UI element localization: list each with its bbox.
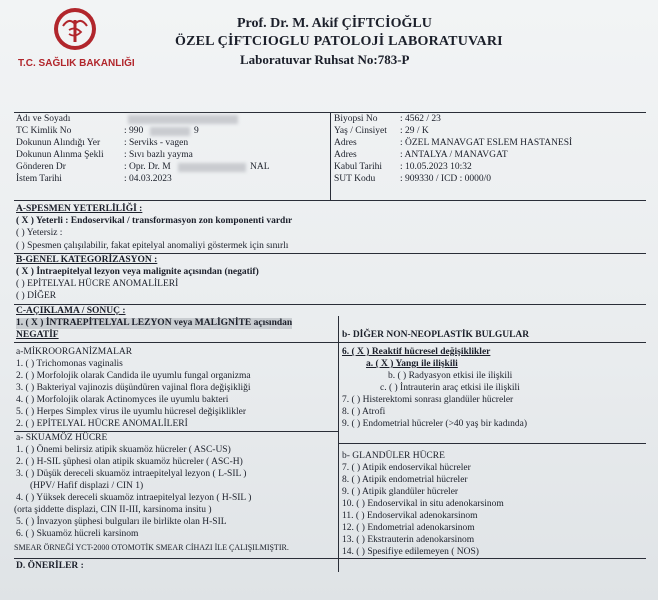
glandular-item: 7. ( ) Atipik endoservikal hücreler <box>342 463 471 473</box>
age-value: : 29 / K <box>400 126 429 136</box>
processed-option: ( ) Spesmen çalışılabilir, fakat epitelyal anomaliyi göstermek için sınırlı <box>16 241 289 251</box>
squamous-item: (orta şiddette displazi, CIN II-III, karsinoma insitu ) <box>14 505 212 515</box>
redacted-tc <box>150 127 190 136</box>
biopsy-value: : 4562 / 23 <box>400 114 441 124</box>
tc-value: : 990 <box>124 126 144 136</box>
squamous-item: 6. ( ) Skuamöz hücreli karsinom <box>16 529 139 539</box>
squamous-item: 2. ( ) H-SIL şüphesi olan atipik skuamöz hücreler ( ASC-H) <box>16 457 243 467</box>
glandular-item: 14. ( ) Spesifiye edilemeyen ( NOS) <box>342 547 479 557</box>
radiation-option: b. ( ) Radyasyon etkisi ile ilişkili <box>388 371 513 381</box>
address-label: Adres <box>334 138 357 148</box>
squamous-item: 1. ( ) Önemi belirsiz atipik skuamöz hücreler ( ASC-US) <box>16 445 231 455</box>
squamous-item: (HPV/ Hafif displazi / CIN 1) <box>30 481 144 491</box>
section-b-title: B-GENEL KATEGORİZASYON : <box>16 255 158 265</box>
sut-label: SUT Kodu <box>334 174 376 184</box>
sample-method-label: Dokunun Alınma Şekli <box>16 150 104 160</box>
glandular-item: 11. ( ) Endoservikal adenokarsinom <box>342 511 478 521</box>
rule <box>14 558 646 559</box>
address-value: : ÖZEL MANAVGAT ESLEM HASTANESİ <box>400 138 573 148</box>
column-divider <box>338 316 339 572</box>
micro-title: a-MİKROORGANİZMALAR <box>16 347 133 357</box>
sample-place-value: : Serviks - vagen <box>124 138 189 148</box>
glandular-item: 10. ( ) Endoservikal in situ adenokarsinom <box>342 499 504 509</box>
section-a-title: A-SPESMEN YETERLİLİĞİ : <box>16 204 143 214</box>
micro-item: 4. ( ) Morfolojik olarak Actinomyces ile uyumlu bakteri <box>16 395 229 405</box>
atrophy-option: 8. ( ) Atrofi <box>342 407 386 417</box>
sender-label: Gönderen Dr <box>16 162 66 172</box>
lab-license: Laboratuvar Ruhsat No:783-P <box>240 52 410 67</box>
glandular-title: b- GLANDÜLER HÜCRE <box>342 451 445 461</box>
address-value: : ANTALYA / MANAVGAT <box>400 150 508 160</box>
squamous-title: a- SKUAMÖZ HÜCRE <box>16 433 108 443</box>
accept-date-label: Kabul Tarihi <box>334 162 382 172</box>
sample-place-label: Dokunun Alındığı Yer <box>16 138 101 148</box>
iud-option: c. ( ) İntrauterin araç etkisi ile ilişkili <box>380 383 520 393</box>
address-label: Adres <box>334 150 357 160</box>
intraepithelial-negative: 1. ( X ) İNTRAEPİTELYAL LEZYON veya MALİGNİTE açısından <box>16 318 293 328</box>
rule <box>14 200 646 201</box>
other-title: b- DİĞER NON-NEOPLASTİK BULGULAR <box>342 330 530 340</box>
rule <box>14 342 646 343</box>
rule <box>14 304 646 305</box>
sender-suffix: NAL <box>250 162 270 172</box>
name-label: Adı ve Soyadı <box>16 114 71 124</box>
glandular-item: 9. ( ) Atipik glandüler hücreler <box>342 487 459 497</box>
squamous-item: 3. ( ) Düşük dereceli skuamöz intraepitelyal lezyon ( L-SIL ) <box>16 469 247 479</box>
rule <box>14 431 338 432</box>
section-c-title: C-AÇIKLAMA / SONUÇ : <box>16 306 126 316</box>
rule <box>338 443 646 444</box>
biopsy-label: Biyopsi No <box>334 114 378 124</box>
hysterectomy-option: 7. ( ) Histerektomi sonrası glandüler hücreler <box>342 395 514 405</box>
column-divider <box>330 112 331 200</box>
micro-item: 5. ( ) Herpes Simplex virus ile uyumlu hücresel değişiklikler <box>16 407 247 417</box>
lab-name: ÖZEL ÇİFTCIOGLU PATOLOJİ LABORATUVARI <box>175 34 503 49</box>
adequate-option: ( X ) Yeterli : Endoservikal / transformasyon zon komponenti vardır <box>16 216 293 226</box>
footnote: SMEAR ÖRNEĞİ YCT-2000 OTOMOTİK SMEAR CİHAZI İLE ÇALIŞILMIŞTIR. <box>14 543 289 552</box>
glandular-item: 13. ( ) Ekstrauterin adenokarsinom <box>342 535 475 545</box>
request-date-label: İstem Tarihi <box>16 174 62 184</box>
other-option: ( ) DİĞER <box>16 291 57 301</box>
redacted-sender <box>178 163 246 172</box>
sender-value: : Opr. Dr. M <box>124 162 171 172</box>
sut-value: : 909330 / ICD : 0000/0 <box>400 174 492 184</box>
squamous-item: 5. ( ) İnvazyon şüphesi bulguları ile birlikte olan H-SIL <box>16 517 227 527</box>
micro-item: 3. ( ) Bakteriyal vajinozis düşündüren vajinal flora değişikliği <box>16 383 251 393</box>
ministry-name: T.C. SAĞLIK BAKANLIĞI <box>18 58 135 69</box>
sample-method-value: : Sıvı bazlı yayma <box>124 150 193 160</box>
glandular-item: 12. ( ) Endometrial adenokarsinom <box>342 523 475 533</box>
request-date-value: : 04.03.2023 <box>124 174 172 184</box>
negative-option: ( X ) İntraepitelyal lezyon veya malignite açısından (negatif) <box>16 267 259 277</box>
epithelial-option: ( ) EPİTELYAL HÜCRE ANOMALİLERİ <box>16 279 179 289</box>
endometrial-option: 9. ( ) Endometrial hücreler (>40 yaş bir kadında) <box>342 419 527 429</box>
tc-label: TC Kimlik No <box>16 126 72 136</box>
negative-word: NEGATİF <box>16 330 59 340</box>
reactive-option: 6. ( X ) Reaktif hücresel değişiklikler <box>342 347 491 357</box>
accept-date-value: : 10.05.2023 10:32 <box>400 162 472 172</box>
squamous-item: 4. ( ) Yüksek dereceli skuamöz intraepitelyal lezyon ( H-SIL ) <box>16 493 252 503</box>
ministry-logo-icon <box>52 6 98 52</box>
rule <box>14 253 646 254</box>
section-d-title: D. ÖNERİLER : <box>16 561 84 571</box>
doctor-name: Prof. Dr. M. Akif ÇİFTCİOĞLU <box>237 16 432 31</box>
glandular-item: 8. ( ) Atipik endometrial hücreler <box>342 475 468 485</box>
inadequate-option: ( ) Yetersiz : <box>16 228 63 238</box>
age-label: Yaş / Cinsiyet <box>334 126 387 136</box>
micro-item: 1. ( ) Trichomonas vaginalis <box>16 359 123 369</box>
inflammation-option: a. ( X ) Yangı ile ilişkili <box>366 359 458 369</box>
micro-item: 2. ( ) Morfolojik olarak Candida ile uyumlu fungal organizma <box>16 371 251 381</box>
epi-anomaly: 2. ( ) EPİTELYAL HÜCRE ANOMALİLERİ <box>16 419 188 429</box>
tc-suffix: 9 <box>194 126 199 136</box>
redacted-name <box>128 115 238 124</box>
